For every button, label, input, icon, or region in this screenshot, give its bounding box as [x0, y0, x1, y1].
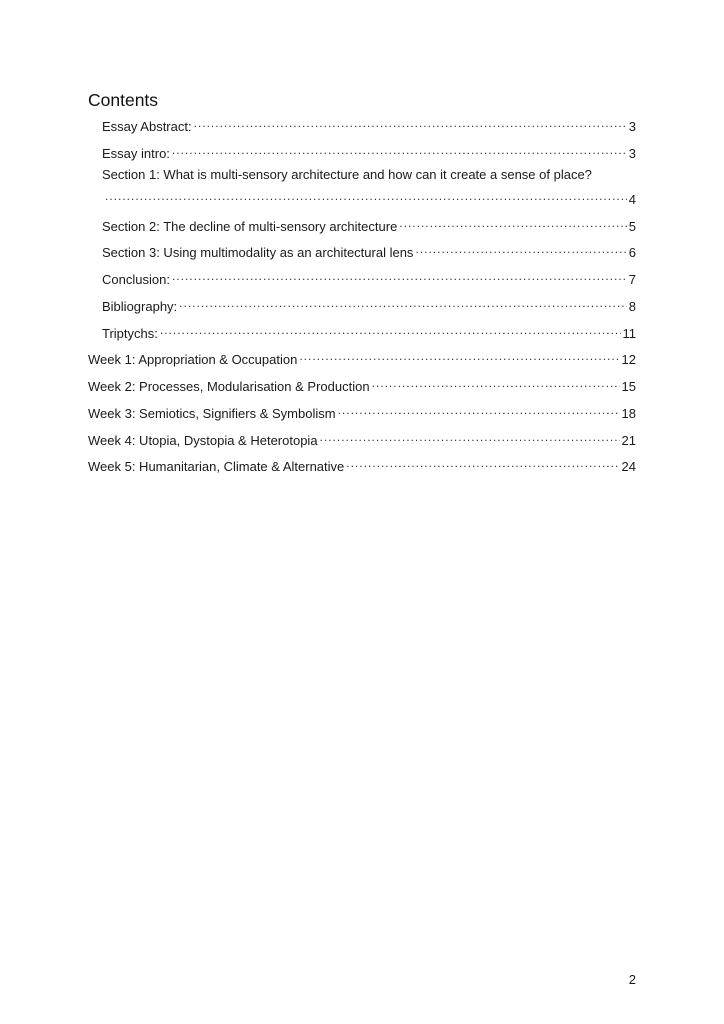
toc-entry-label: Section 1: What is multi-sensory architecture and how can it create a sense of place?: [102, 167, 592, 182]
toc-entry-label: Week 5: Humanitarian, Climate & Alternative: [88, 459, 345, 474]
toc-entry-bibliography[interactable]: [102, 295, 636, 314]
dot-leader: [172, 142, 627, 158]
toc-entry-page: 3: [628, 119, 636, 134]
toc-entry-page: 24: [621, 459, 636, 474]
dot-leader: [415, 241, 626, 257]
toc-entry-page: 4: [628, 192, 636, 207]
toc-entry-triptychs[interactable]: [102, 322, 636, 341]
dot-leader: [172, 268, 627, 284]
dot-leader: [320, 429, 620, 445]
toc-entry-essay-abstract[interactable]: [102, 115, 636, 134]
toc-entry-label: Week 3: Semiotics, Signifiers & Symbolism: [88, 406, 336, 421]
toc-entry-label: Triptychs:: [102, 326, 158, 341]
toc-title: Contents: [88, 90, 159, 110]
toc-entry-week-5[interactable]: [88, 455, 636, 474]
toc-entry-label: Week 2: Processes, Modularisation & Production: [88, 379, 370, 394]
toc-entry-label: Week 1: Appropriation & Occupation: [88, 352, 298, 367]
toc-entry-label: Section 2: The decline of multi-sensory architecture: [102, 219, 398, 234]
toc-entry-essay-intro[interactable]: [102, 142, 636, 161]
toc-entry-page: 11: [622, 326, 636, 341]
dot-leader: [194, 115, 627, 131]
dot-leader: [399, 215, 626, 231]
toc-entry-page: 8: [628, 299, 636, 314]
toc-entry-section-2[interactable]: [102, 215, 636, 234]
toc-entry-section-1[interactable]: [102, 167, 636, 183]
toc-entry-page: 21: [621, 433, 636, 448]
dot-leader: [299, 348, 619, 364]
dot-leader: [372, 375, 620, 391]
toc-entry-page: 5: [628, 219, 636, 234]
dot-leader: [160, 322, 621, 338]
toc-entry-label: Section 3: Using multimodality as an architectural lens: [102, 245, 414, 260]
toc-entry-label: Week 4: Utopia, Dystopia & Heterotopia: [88, 433, 318, 448]
page-number: 2: [628, 972, 636, 987]
toc-entry-page: 3: [628, 146, 636, 161]
dot-leader: [179, 295, 627, 311]
dot-leader: [338, 402, 620, 418]
toc-entry-section-3[interactable]: [102, 241, 636, 260]
toc-entry-page: 7: [628, 272, 636, 287]
toc-entry-label: Conclusion:: [102, 272, 170, 287]
toc-entry-section-1-continuation[interactable]: [105, 188, 636, 207]
toc-entry-conclusion[interactable]: [102, 268, 636, 287]
toc-entry-label: Bibliography:: [102, 299, 178, 314]
toc-entry-page: 12: [621, 352, 636, 367]
toc-entry-week-2[interactable]: [88, 375, 636, 394]
toc-entry-page: 18: [621, 406, 636, 421]
dot-leader: [346, 455, 619, 471]
toc-entry-week-1[interactable]: [88, 348, 636, 367]
dot-leader: [105, 188, 627, 204]
toc-entry-week-4[interactable]: [88, 429, 636, 448]
toc-entry-page: 6: [628, 245, 636, 260]
toc-entry-week-3[interactable]: [88, 402, 636, 421]
toc-entry-label: Essay Abstract:: [102, 119, 192, 134]
toc-entry-label: Essay intro:: [102, 146, 170, 161]
toc-entry-page: 15: [621, 379, 636, 394]
